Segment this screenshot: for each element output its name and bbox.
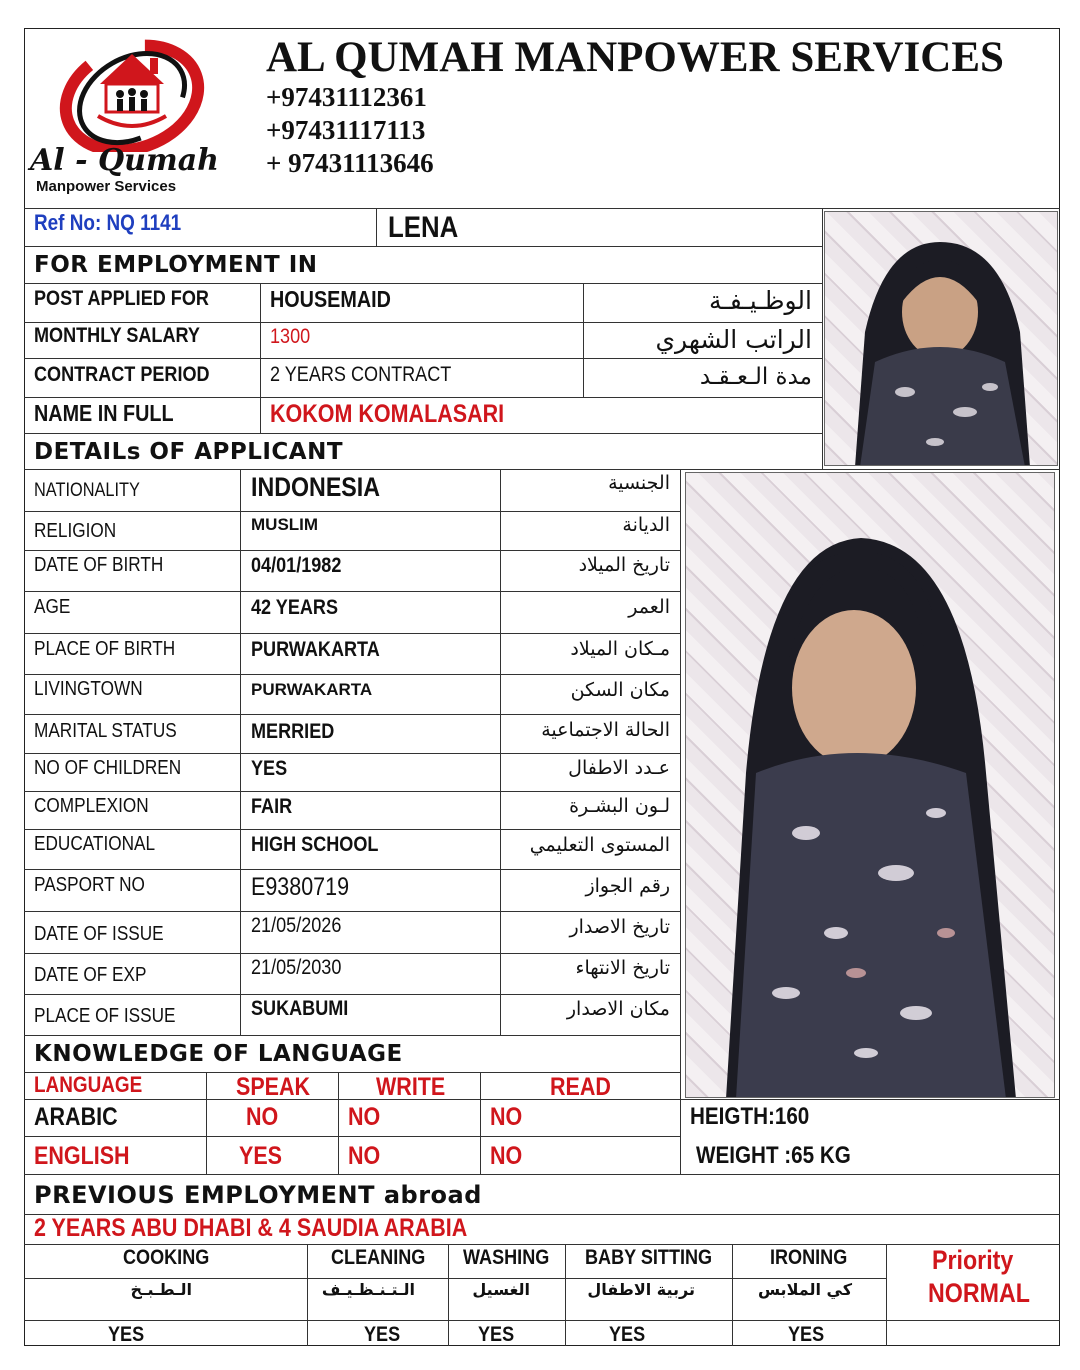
phone-3: + 97431113646: [266, 148, 434, 178]
skill-babysitting-value: YES: [609, 1323, 646, 1346]
dob-arabic: تاريخ الميلاد: [578, 554, 670, 576]
dob-label: DATE OF BIRTH: [34, 554, 164, 576]
education-label: EDUCATIONAL: [34, 833, 156, 855]
nationality-value: INDONESIA: [251, 472, 381, 502]
skill-cleaning-arabic: الـتـنـظـيـف: [321, 1280, 415, 1299]
skill-cooking-value: YES: [108, 1323, 145, 1346]
skill-babysitting-label: BABY SITTING: [585, 1246, 713, 1269]
skill-cleaning-label: CLEANING: [331, 1246, 426, 1269]
salary-value: 1300: [270, 325, 311, 348]
contract-label: CONTRACT PERIOD: [34, 363, 210, 386]
issue-place-label: PLACE OF ISSUE: [34, 1005, 176, 1027]
skill-ironing-label: IRONING: [770, 1246, 848, 1269]
pob-value: PURWAKARTA: [251, 638, 380, 661]
issue-place-value: SUKABUMI: [251, 997, 349, 1020]
company-logo-icon: [40, 36, 220, 152]
issue-date-label: DATE OF ISSUE: [34, 923, 164, 945]
age-value: 42 YEARS: [251, 596, 339, 619]
lang-english: ENGLISH: [34, 1142, 130, 1170]
phone-2: +97431117113: [266, 115, 426, 145]
dob-value: 04/01/1982: [251, 554, 342, 577]
marital-label: MARITAL STATUS: [34, 720, 177, 742]
post-arabic: الوظـيـفـة: [709, 286, 812, 315]
children-value: YES: [251, 757, 288, 780]
livingtown-value: PURWAKARTA: [251, 680, 373, 699]
english-write: NO: [348, 1142, 381, 1170]
lang-header-write: WRITE: [376, 1073, 446, 1101]
ref-number: Ref No: NQ 1141: [34, 210, 182, 235]
issue-date-arabic: تاريخ الاصدار: [569, 916, 670, 938]
issue-date-value: 21/05/2026: [251, 914, 342, 937]
passport-arabic: رقم الجواز: [585, 875, 670, 897]
english-read: NO: [490, 1142, 523, 1170]
passport-value: E9380719: [251, 873, 350, 901]
fullname-label: NAME IN FULL: [34, 400, 174, 426]
language-heading: KNOWLEDGE OF LANGUAGE: [34, 1041, 403, 1067]
skill-cooking-label: COOKING: [123, 1246, 210, 1269]
livingtown-arabic: مكان السكن: [570, 679, 670, 701]
complexion-arabic: لـون البشـرة: [569, 795, 670, 817]
issue-place-arabic: مكان الاصدار: [566, 998, 670, 1020]
education-arabic: المستوى التعليمي: [529, 834, 670, 856]
religion-arabic: الديانة: [622, 514, 670, 536]
employment-heading: FOR EMPLOYMENT IN: [34, 252, 318, 278]
skill-cooking-arabic: الـطـبـخ: [130, 1280, 192, 1299]
exp-date-arabic: تاريخ الانتهاء: [575, 957, 670, 979]
religion-label: RELIGION: [34, 520, 117, 542]
complexion-value: FAIR: [251, 795, 293, 818]
nationality-label: NATIONALITY: [34, 480, 140, 501]
pob-arabic: مـكان الميلاد: [570, 638, 670, 660]
religion-value: MUSLIM: [251, 515, 319, 534]
arabic-read: NO: [490, 1103, 523, 1131]
applicant-photo-large: [685, 472, 1055, 1098]
skill-ironing-arabic: كي الملابس: [757, 1280, 852, 1299]
salary-arabic: الراتب الشهري: [655, 325, 812, 354]
skill-washing-label: WASHING: [463, 1246, 550, 1269]
age-label: AGE: [34, 596, 71, 618]
short-name: LENA: [388, 211, 459, 244]
phone-1: +97431112361: [266, 82, 427, 112]
lang-header-speak: SPEAK: [236, 1073, 311, 1101]
arabic-speak: NO: [246, 1103, 279, 1131]
post-value: HOUSEMAID: [270, 286, 391, 312]
skill-washing-arabic: الغسيل: [472, 1280, 530, 1299]
applicant-photo-small: [824, 211, 1058, 466]
pob-label: PLACE OF BIRTH: [34, 638, 176, 660]
priority-value: NORMAL: [928, 1278, 1030, 1308]
skill-cleaning-value: YES: [364, 1323, 401, 1346]
details-heading: DETAILs OF APPLICANT: [34, 439, 344, 465]
lang-header-language: LANGUAGE: [34, 1072, 143, 1097]
logo-tagline: Manpower Services: [36, 178, 177, 195]
contract-value: 2 YEARS CONTRACT: [270, 363, 452, 386]
livingtown-label: LIVINGTOWN: [34, 678, 143, 700]
arabic-write: NO: [348, 1103, 381, 1131]
previous-heading: PREVIOUS EMPLOYMENT abroad: [34, 1181, 482, 1209]
exp-date-value: 21/05/2030: [251, 956, 342, 979]
contract-arabic: مدة الـعـقـد: [699, 364, 812, 390]
lang-arabic: ARABIC: [34, 1103, 118, 1131]
marital-value: MERRIED: [251, 720, 335, 743]
skill-babysitting-arabic: تربية الاطفال: [587, 1280, 695, 1299]
height-value: HEIGTH:160: [690, 1103, 810, 1130]
skill-washing-value: YES: [478, 1323, 515, 1346]
exp-date-label: DATE OF EXP: [34, 964, 147, 986]
english-speak: YES: [239, 1142, 283, 1170]
lang-header-read: READ: [550, 1073, 611, 1101]
fullname-value: KOKOM KOMALASARI: [270, 400, 505, 428]
passport-label: PASPORT NO: [34, 874, 145, 896]
company-name: AL QUMAH MANPOWER SERVICES: [266, 34, 1004, 81]
children-label: NO OF CHILDREN: [34, 757, 182, 779]
skill-ironing-value: YES: [788, 1323, 825, 1346]
education-value: HIGH SCHOOL: [251, 833, 379, 856]
priority-label: Priority: [932, 1245, 1014, 1275]
marital-arabic: الحالة الاجتماعية: [541, 719, 670, 741]
post-label: POST APPLIED FOR: [34, 287, 209, 310]
age-arabic: العمر: [628, 596, 670, 618]
weight-value: WEIGHT :65 KG: [696, 1142, 851, 1169]
children-arabic: عـدد الاطفال: [568, 757, 670, 779]
previous-value: 2 YEARS ABU DHABI & 4 SAUDIA ARABIA: [34, 1214, 468, 1242]
nationality-arabic: الجنسية: [608, 472, 670, 494]
logo-script-text: Al - Qumah: [30, 143, 219, 178]
complexion-label: COMPLEXION: [34, 795, 149, 817]
salary-label: MONTHLY SALARY: [34, 324, 200, 347]
